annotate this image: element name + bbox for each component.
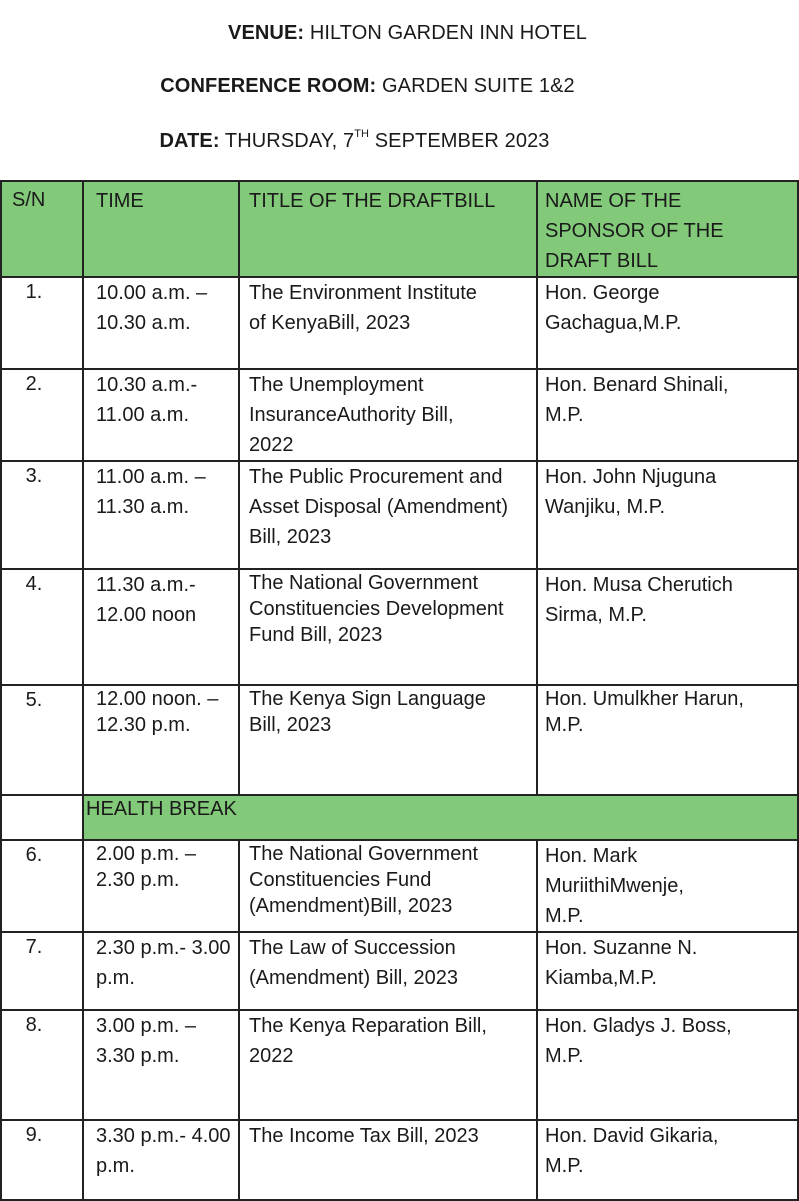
health-break-row: [1, 795, 798, 840]
row-title: The Environment Institute of KenyaBill, 2023: [239, 277, 537, 369]
room-label: CONFERENCE ROOM:: [160, 75, 377, 97]
row-sn: 2.: [1, 369, 83, 461]
row-sn: 3.: [1, 461, 83, 569]
table-row: [1, 1120, 798, 1200]
row-time: 12.00 noon. – 12.30 p.m.: [83, 685, 239, 795]
table-row: [1, 569, 798, 685]
row-sponsor: Hon. Suzanne N. Kiamba,M.P.: [537, 932, 798, 1010]
row-time: 2.30 p.m.- 3.00 p.m.: [83, 932, 239, 1010]
row-sponsor: Hon. Musa Cherutich Sirma, M.P.: [537, 569, 798, 685]
room-value: GARDEN SUITE 1&2: [376, 75, 575, 97]
row-time: 3.30 p.m.- 4.00 p.m.: [83, 1120, 239, 1200]
column-header-time: TIME: [83, 181, 239, 277]
row-sponsor: Hon. Umulkher Harun, M.P.: [537, 685, 798, 795]
venue-label: VENUE:: [228, 22, 305, 44]
column-header-sn: S/N: [1, 181, 83, 277]
row-sponsor: Hon. Gladys J. Boss, M.P.: [537, 1010, 798, 1120]
row-sponsor: Hon. David Gikaria, M.P.: [537, 1120, 798, 1200]
health-break-label: HEALTH BREAK: [83, 795, 798, 840]
venue-line: [8, 22, 799, 45]
table-row: [1, 932, 798, 1010]
row-sn: 4.: [1, 569, 83, 685]
row-title: The Kenya Sign Language Bill, 2023: [239, 685, 537, 795]
date-ordinal: TH: [354, 128, 370, 140]
table-row: [1, 685, 798, 795]
row-time: 10.30 a.m.- 11.00 a.m.: [83, 369, 239, 461]
conference-room-line: [0, 75, 767, 98]
row-title: The Law of Succession (Amendment) Bill, 2023: [239, 932, 537, 1010]
table-row: [1, 461, 798, 569]
row-sponsor: Hon. George Gachagua,M.P.: [537, 277, 798, 369]
row-time: 10.00 a.m. – 10.30 a.m.: [83, 277, 239, 369]
row-title: The National Government Constituencies Fund (Amendment)Bill, 2023: [239, 840, 537, 932]
date-value: THURSDAY, 7: [219, 130, 355, 152]
date-label: DATE:: [159, 130, 220, 152]
row-title: The Public Procurement and Asset Disposal (Amendment) Bill, 2023: [239, 461, 537, 569]
row-title: The National Government Constituencies Development Fund Bill, 2023: [239, 569, 537, 685]
row-sn: 9.: [1, 1120, 83, 1200]
row-sn: 1.: [1, 277, 83, 369]
date-month-year: SEPTEMBER 2023: [369, 130, 550, 152]
row-sponsor: Hon. John Njuguna Wanjiku, M.P.: [537, 461, 798, 569]
row-sponsor: Hon. Benard Shinali, M.P.: [537, 369, 798, 461]
row-time: 11.30 a.m.- 12.00 noon: [83, 569, 239, 685]
date-line: [0, 130, 754, 153]
row-title: The Unemployment InsuranceAuthority Bill, 2022: [239, 369, 537, 461]
venue-value: HILTON GARDEN INN HOTEL: [304, 22, 587, 44]
column-header-sponsor: NAME OF THE SPONSOR OF THE DRAFT BILL: [537, 181, 798, 277]
row-time: 11.00 a.m. – 11.30 a.m.: [83, 461, 239, 569]
row-time: 2.00 p.m. – 2.30 p.m.: [83, 840, 239, 932]
table-row: [1, 840, 798, 932]
row-time: 3.00 p.m. – 3.30 p.m.: [83, 1010, 239, 1120]
break-empty-cell: [1, 795, 83, 840]
row-sn: 7.: [1, 932, 83, 1010]
table-row: [1, 1010, 798, 1120]
table-row: [1, 369, 798, 461]
table-row: [1, 277, 798, 369]
row-sn: 5.: [1, 685, 83, 795]
row-sn: 8.: [1, 1010, 83, 1120]
row-sponsor: Hon. Mark MuriithiMwenje, M.P.: [537, 840, 798, 932]
row-title: The Income Tax Bill, 2023: [239, 1120, 537, 1200]
row-sn: 6.: [1, 840, 83, 932]
table-header-row: [1, 181, 798, 277]
schedule-table: [0, 180, 799, 1201]
row-title: The Kenya Reparation Bill, 2022: [239, 1010, 537, 1120]
column-header-title: TITLE OF THE DRAFTBILL: [239, 181, 537, 277]
